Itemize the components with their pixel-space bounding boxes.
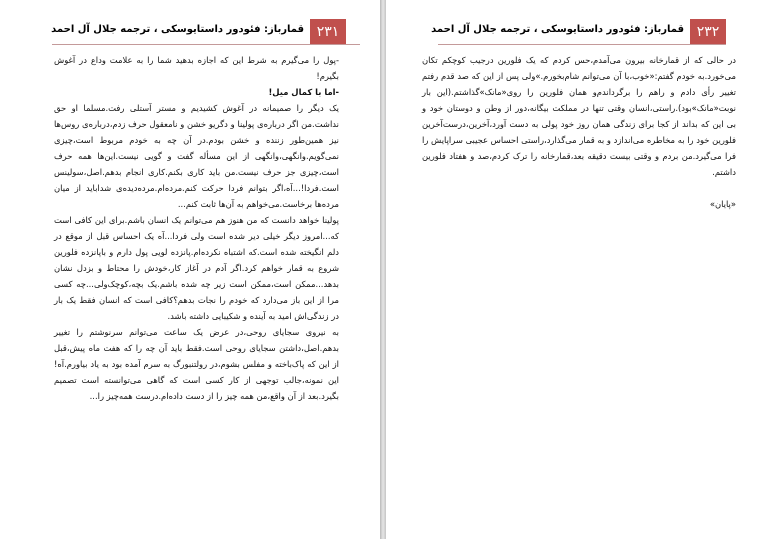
- left-page-body: [54, 52, 339, 404]
- paragraph: یک دیگر را صمیمانه در آغوش کشیدیم و مستر آستلی رفت.مسلما او حق نداشت.من اگر درباره‌ی پولینا و دگریو خشن و نامعقول حرف زدم،درباره‌ی روس‌ها نیز همین‌طور زننده و خشن بودم.در آن چه به خودم مربوط است،چیزی نمی‌گویم.وانگهی،وانگهی از این مسأله گفت و گویی نیست.این‌ها همه حرف است،چیزی جز حرف نیست.من باید کاری بکنم.کاری انجام بدهم.اصل،سولینس است.فردا!...آه،اگر بتوانم فردا حرکت کنم.مرده‌ام.مرده‌دیده‌ی شداباید از میان مرده‌ها برخاست.می‌خواهم به آن‌ها ثابت کنم...: [54, 103, 339, 209]
- left-page-header: [0, 19, 380, 45]
- running-title: قمارباز: فئودور داستایوسکی ، ترجمه جلال آل احمد: [431, 24, 684, 35]
- header-rule: [438, 44, 726, 45]
- paragraph: پولینا خواهد دانست که من هنوز هم می‌توانم یک انسان باشم.برای این کافی است که...امروز دیگر خیلی دیر شده است ولی فردا...آه یک احساس قبل از موقع در دلم انگیخته شده است.که اشتباه نکرده‌ام.پانزده لویی پول دارم و باپانزده فلورین شروع به قمار خواهم کرد.اگر آدم در آغاز کار،خودش را محتاط و بزدل نشان بدهد...ممکن است،ممکن است زیر چه شده باشم.یک بچه،کوچک‌ولی...چه کسی مرا از این باز می‌دارد که خودم را نجات بدهم؟کافی است که انسان فقط یک بار در زندگی‌اش امید به آینده و شکیبایی داشته باشد.: [54, 215, 339, 321]
- paragraph: در حالی که از قمارخانه بیرون می‌آمدم،حس کردم که یک فلورین درجیب کوچکم تکان می‌خورد.به خودم گفتم:«خوب،با آن می‌توانم شام‌بخورم.»ولی پس از این که صد قدم رفتم تغییر رأی دادم و راهم را برگرداندم‌و همان فلورین را روی«مانک»گذاشتم.(این بار نوبت«مانک»بود).راستی،انسان وقتی تنها در مملکت بیگانه،دور از وطن و دوستان خود و بی این که بداند از کجا برای زندگی همان روز خود پولی به دست آورد،آخرین،درست‌آخرین فلورین خود را به مخاطره می‌اندازد و به قمار می‌گذارد،راستی احساس عجیبی سراپایش را فرا می‌گیرد.من بردم و وقتی بیست دقیقه بعد،قمارخانه را ترک کردم،صد و هفتاد فلورین داشتم.: [422, 55, 736, 177]
- left-page: [0, 0, 380, 539]
- running-title: قمارباز: فئودور داستایوسکی ، ترجمه جلال آل احمد: [51, 24, 304, 35]
- right-page: [386, 0, 768, 539]
- right-page-body: [422, 52, 736, 212]
- paragraph: -پول را می‌گیرم به شرط این که اجازه بدهید شما را به علامت وداع در آغوش بگیرم!: [54, 55, 339, 81]
- end-marker: «پایان»: [709, 199, 736, 209]
- paragraph: -اما با کمال میل!: [268, 87, 339, 97]
- page-number-badge: ۲۳۲: [690, 19, 726, 45]
- page-number-badge: ۲۳۱: [310, 19, 346, 45]
- header-rule: [52, 44, 360, 45]
- right-page-header: [386, 19, 768, 45]
- paragraph: به نیروی سجایای روحی،در عرض یک ساعت می‌توانم سرنوشتم را تغییر بدهم.اصل،داشتن سجایای روحی است.فقط باید آن چه را که هفت ماه پیش،قبل از این که پاک‌باخته و مفلس بشوم،در رولتنبورگ به سرم آمده بود به یاد بیاورم.آه!این نمونه،جالب توجهی از کار کسی است که گاهی می‌توانسته است تصمیم بگیرد.بعد از آن واقع،من همه چیز را از دست داده‌ام.درست همه‌چیز را...: [54, 327, 339, 401]
